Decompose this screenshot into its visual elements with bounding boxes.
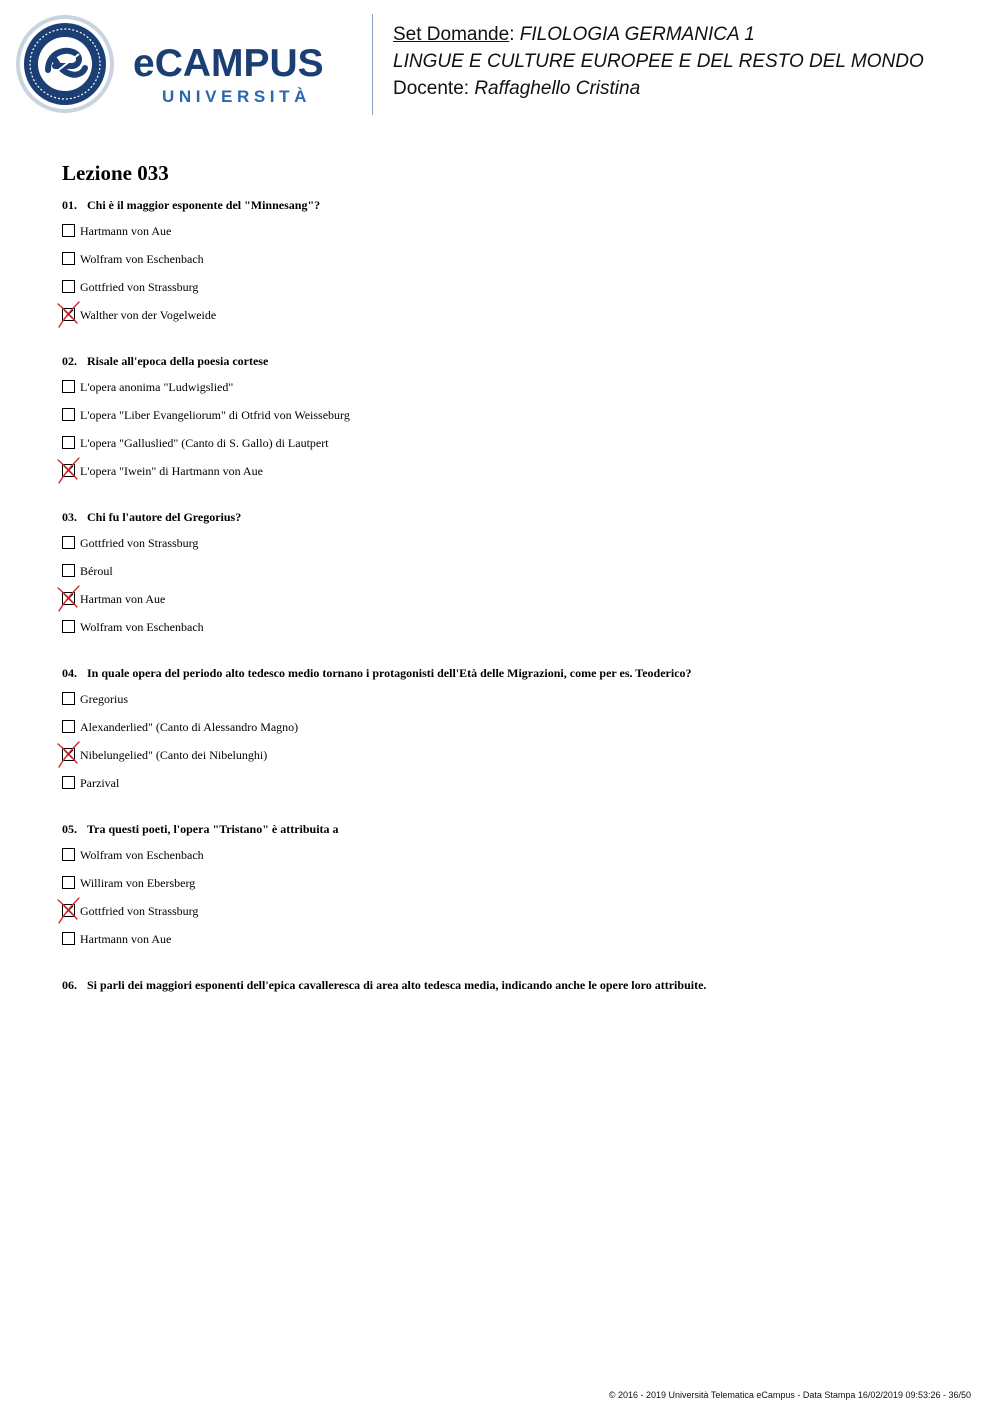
question-05 [62,822,962,960]
answer-option[interactable] [62,848,962,876]
red-cross-mark-icon [56,299,82,329]
option-label: L'opera "Liber Evangeliorum" di Otfrid von Weisseburg [80,408,350,422]
question-number: 02. [62,354,77,368]
question-text [62,198,962,212]
red-cross-mark-icon [56,455,82,485]
checkbox-icon[interactable] [62,932,75,945]
question-text [62,822,962,836]
question-02 [62,354,962,492]
question-label: Si parli dei maggiori esponenti dell'epica cavalleresca di area alto tedesca media, indicando anche le opere loro attribuite. [87,978,707,992]
answer-option[interactable] [62,720,962,748]
option-label: L'opera anonima "Ludwigslied" [80,380,234,394]
option-label: Béroul [80,564,113,578]
course-name: FILOLOGIA GERMANICA 1 [519,24,755,45]
teacher-label: Docente: [393,78,470,99]
question-number: 01. [62,198,77,212]
answer-option[interactable] [62,224,962,252]
header-divider [372,14,373,115]
question-label: In quale opera del periodo alto tedesco medio tornano i protagonisti dell'Età delle Migrazioni, come per es. Teoderico? [87,666,692,680]
option-label: Gregorius [80,692,128,706]
question-label: Chi fu l'autore del Gregorius? [87,510,242,524]
answer-option[interactable] [62,932,962,960]
answer-option[interactable] [62,408,962,436]
header-teacher-line [393,79,640,98]
option-label: Gottfried von Strassburg [80,904,199,918]
answer-option[interactable] [62,464,962,492]
checkbox-icon[interactable] [62,776,75,789]
question-text [62,666,962,680]
red-cross-mark-icon [56,583,82,613]
question-text [62,978,962,992]
option-label: Hartmann von Aue [80,224,172,238]
checkbox-icon[interactable] [62,620,75,633]
answer-option[interactable] [62,692,962,720]
answer-option[interactable] [62,564,962,592]
checkbox-icon[interactable] [62,720,75,733]
answer-option[interactable] [62,280,962,308]
question-label: Tra questi poeti, l'opera "Tristano" è attribuita a [87,822,339,836]
checkbox-icon[interactable] [62,252,75,265]
question-text [62,354,962,368]
answer-option[interactable] [62,380,962,408]
degree-name: LINGUE E CULTURE EUROPEE E DEL RESTO DEL MONDO [393,51,924,72]
option-label: L'opera "Galluslied" (Canto di S. Gallo) di Lautpert [80,436,329,450]
question-label: Chi è il maggior esponente del "Minnesang"? [87,198,321,212]
checkbox-icon[interactable] [62,876,75,889]
option-label: Alexanderlied" (Canto di Alessandro Magno) [80,720,299,734]
answer-option[interactable] [62,592,962,620]
logo-subtitle: UNIVERSITÀ [162,87,311,106]
answer-option[interactable] [62,620,962,648]
answer-option[interactable] [62,876,962,904]
option-label: Nibelungelied" (Canto dei Nibelunghi) [80,748,268,762]
lesson-title: Lezione 033 [62,161,169,185]
question-03 [62,510,962,648]
checkbox-icon[interactable] [62,848,75,861]
checkbox-icon[interactable] [62,536,75,549]
red-cross-mark-icon [56,895,82,925]
teacher-name: Raffaghello Cristina [474,78,641,99]
answer-option[interactable] [62,308,962,336]
answer-option[interactable] [62,904,962,932]
checkbox-icon[interactable] [62,224,75,237]
question-01 [62,198,962,336]
checkbox-icon[interactable] [62,436,75,449]
red-cross-mark-icon [56,739,82,769]
question-text [62,510,962,524]
question-list [62,198,962,1010]
option-label: Wolfram von Eschenbach [80,848,204,862]
page-header [0,0,1000,125]
question-number: 05. [62,822,77,836]
option-label: Hartman von Aue [80,592,166,606]
logo-wordmark: eCAMPUS [133,42,324,85]
set-label: Set Domande [393,24,510,45]
option-label: Parzival [80,776,120,790]
option-label: Wolfram von Eschenbach [80,252,204,266]
question-06 [62,978,962,992]
checkbox-icon[interactable] [62,280,75,293]
checkbox-icon[interactable] [62,564,75,577]
question-04 [62,666,962,804]
option-label: Hartmann von Aue [80,932,172,946]
answer-option[interactable] [62,252,962,280]
checkbox-icon[interactable] [62,692,75,705]
question-number: 04. [62,666,77,680]
answer-option[interactable] [62,748,962,776]
option-label: Wolfram von Eschenbach [80,620,204,634]
answer-option[interactable] [62,436,962,464]
checkbox-icon[interactable] [62,380,75,393]
page-footer: © 2016 - 2019 Università Telematica eCampus - Data Stampa 16/02/2019 09:53:26 - 36/50 [608,1390,971,1400]
option-label: L'opera "Iwein" di Hartmann von Aue [80,464,263,478]
option-label: Gottfried von Strassburg [80,280,199,294]
ecampus-logo-icon [15,14,115,114]
answer-option[interactable] [62,776,962,804]
option-label: Walther von der Vogelweide [80,308,217,322]
answer-option[interactable] [62,536,962,564]
option-label: Williram von Ebersberg [80,876,196,890]
checkbox-icon[interactable] [62,408,75,421]
question-label: Risale all'epoca della poesia cortese [87,354,269,368]
header-set-line: Set Domande: FILOLOGIA GERMANICA 1 [393,24,755,45]
question-number: 06. [62,978,77,992]
option-label: Gottfried von Strassburg [80,536,199,550]
question-number: 03. [62,510,77,524]
